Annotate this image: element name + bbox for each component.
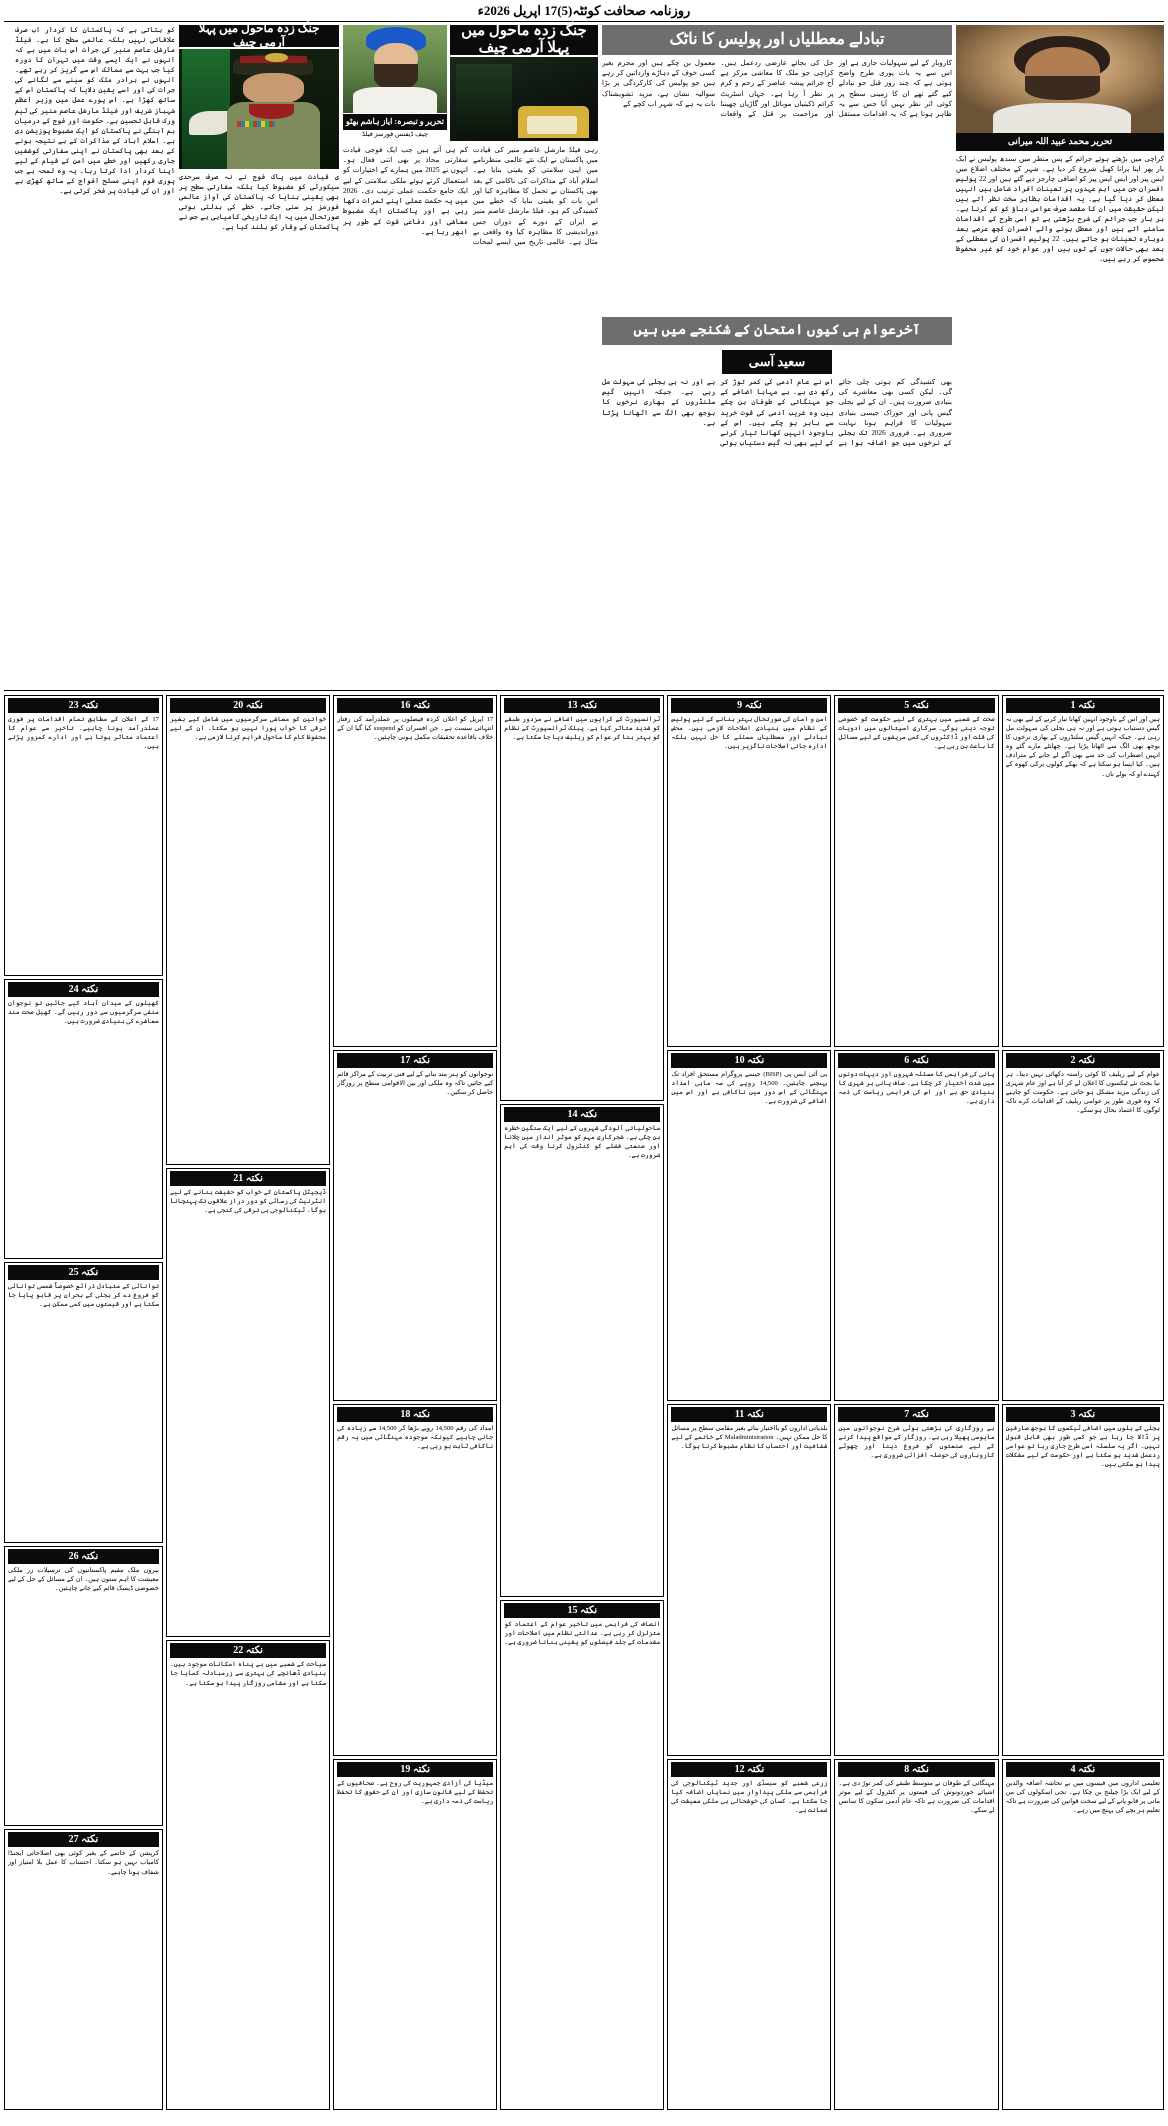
tip-box (166, 1168, 330, 1638)
tip-number: نکتہ 3 (1006, 1407, 1160, 1422)
tip-number: نکتہ 1 (1006, 698, 1160, 713)
tip-number: نکتہ 2 (1006, 1053, 1160, 1068)
tip-box (333, 1404, 497, 1756)
headline-army-chief: جنگ زدہ ماحول میں پہلا آرمی چیف (179, 25, 339, 47)
tip-number: نکتہ 17 (337, 1053, 493, 1068)
tip-text: 17 اپریل کو اعلان کردہ فیصلوں پر عملدرآمد کی رفتار انتہائی سست ہے۔ جن افسران کو suspend کیا گیا ان کے خلاف باقاعدہ تحقیقات مکمل ہونی چاہئیں۔ (337, 716, 494, 742)
masthead-title: روزنامہ صحافت کوئٹہ(5)17 اپریل 2026ء (477, 2, 691, 18)
body-exam: بھی کشیدگی کم ہوتی چلی جائے گی۔ لیکن کسی بھی معاشرے کی بنیادی ضرورت ہیں۔ ان کے لیے بجلی گیس پانی اور خوراک جیسی بنیادی سہولیات کا فراہم ہونا نہایت ضروری ہے۔ فروری 2026 تک بجلی کے نرخوں میں جو اضافہ ہوا ہے اس نے عام آدمی کی کمر توڑ کر رکھ دی ہے۔ بے مہابا اضافے کے جو مہنگائی کے طوفان بن چکے ہیں وہ غریب آدمی کی قوت خرید سے باہر ہو چکے ہیں۔ اس کے باوجود انہیں کھانا تیار کرنے کے لیے بھی نہ گیس دستیاب ہوتی ہے اور نہ ہی بجلی کی سہولت مل رہی ہے۔ جبکہ انہیں گیس سلنڈروں کے بھاری نرخوں کا بوجھ بھی الگ سے اٹھانا پڑتا ہے۔ (602, 378, 952, 448)
tip-box (166, 1640, 330, 2110)
portrait-photo-army-chief (179, 49, 339, 169)
tip-box (500, 1600, 664, 2110)
tip-box (333, 695, 497, 1047)
tip-number: نکتہ 19 (337, 1762, 493, 1777)
tip-text: بی آئی ایس پی (BISP) جیسے پروگرام مستحق افراد تک پہنچنے چاہئیں۔ 14,500 روپے کی سہ ماہی امداد مہنگائی کے اس دور میں ناکافی ہے اور اس میں اضافے کی ضرورت ہے۔ (671, 1070, 828, 1105)
body-obaidullah: کراچی میں بڑھتے ہوئے جرائم کے پس منظر میں سندھ پولیس نے ایک بار پھر اپنا پرانا کھیل شروع کر دیا ہے۔ شہر کے مختلف اضلاع میں ایس پیز اور ایس ایس پیز کو اضافی چارجز دیے گئے ہیں اور 22 پولیس افسران جن میں اہم عہدوں پر تعینات افراد شامل ہیں انہیں معطل کر دیا گیا ہے۔ یہ اقدامات بظاہر سخت نظر آتے ہیں لیکن حقیقت میں ان کا مقصد صرف عوامی دباؤ کو کم کرنا ہے۔ ہر بار جب جرائم کی شرح بڑھتی ہے تو اسی طرح کے اقدامات سامنے آتے ہیں اور معطل ہونے والے افسران کچھ عرصے بعد دوبارہ تعینات ہو جاتے ہیں۔ 22 پولیس افسران کی معطلی کے بعد بھی حالات جوں کے توں ہیں اور عوام خود کو غیر محفوظ محسوس کر رہے ہیں۔ (956, 154, 1164, 264)
tips-column-3 (667, 695, 831, 2110)
byline-saeed-aasi: سعید آسی (722, 350, 832, 374)
tip-box (500, 695, 664, 1101)
tip-text: کرپشن کے خاتمے کے بغیر کوئی بھی اصلاحاتی ایجنڈا کامیاب نہیں ہو سکتا۔ احتساب کا عمل بلا امتیاز اور شفاف ہونا چاہیے۔ (7, 1850, 159, 1876)
tip-number: نکتہ 9 (671, 698, 827, 713)
tip-text: بے روزگاری کی بڑھتی ہوئی شرح نوجوانوں میں مایوسی پھیلا رہی ہے۔ روزگار کے مواقع پیدا کرنے کے لیے صنعتوں کو فروغ دینا اور چھوٹے کاروباروں کی حوصلہ افزائی ضروری ہے۔ (838, 1425, 995, 1460)
tip-text: توانائی کے متبادل ذرائع خصوصاً شمسی توانائی کو فروغ دے کر بجلی کے بحران پر قابو پایا جا سکتا ہے اور قیمتوں میں کمی ممکن ہے۔ (7, 1283, 159, 1309)
tip-box (333, 1759, 497, 2111)
tip-number: نکتہ 6 (838, 1053, 994, 1068)
tip-number: نکتہ 22 (170, 1643, 326, 1658)
tip-number: نکتہ 25 (8, 1265, 159, 1280)
tip-box (834, 1404, 998, 1756)
tip-box (4, 979, 163, 1260)
tip-box (667, 1404, 831, 1756)
tip-text: سیاحت کے شعبے میں بے پناہ امکانات موجود ہیں۔ بنیادی ڈھانچے کی بہتری سے زرمبادلہ کمایا جا سکتا ہے اور مقامی روزگار پیدا ہو سکتا ہے۔ (169, 1661, 327, 1687)
tip-box (1002, 695, 1164, 1047)
article-army-chief-continued (15, 25, 175, 685)
tip-text: ہیں اور اس کے باوجود انہیں کھانا تیار کرنے کے لیے بھی نہ گیس دستیاب ہوتی ہے اور نہ ہی بجلی کی سہولت مل رہی ہے۔ جبکہ انہیں گیس سلنڈروں کے بھاری نرخوں کا بوجھ بھی الگ سے اٹھانا پڑتا ہے۔ چھانٹے مارے گئے وہ انہیں اضطراب کی حد سے بھی آگے لے جانے کے مترادف ہیں۔ کیا ایسا ہو سکتا ہے کہ بھکے کولوں برکی کھوہ کے کہندے او کہ بولے ناں۔ (1005, 716, 1160, 778)
article-transfers (602, 25, 952, 685)
tip-text: ڈیجیٹل پاکستان کے خواب کو حقیقت بنانے کے لیے انٹرنیٹ کی رسائی کو دور دراز علاقوں تک پہنچانا ہوگا۔ ٹیکنالوجی ہی ترقی کی کنجی ہے۔ (169, 1188, 327, 1214)
bottom-tips-section (4, 690, 1164, 2110)
tip-number: نکتہ 27 (8, 1832, 159, 1847)
tip-text: عوام کے لیے ریلیف کا کوئی راستہ دکھائی نہیں دیتا۔ ہر نیا بجٹ نئے ٹیکسوں کا اعلان لے کر آتا ہے اور عام شہری کی زندگی مزید مشکل ہو جاتی ہے۔ حکومت کو چاہیے کہ وہ فوری طور پر عوامی ریلیف کے اقدامات کرے تاکہ لوگوں کا اعتماد بحال ہو سکے۔ (1005, 1070, 1160, 1114)
tip-number: نکتہ 12 (671, 1762, 827, 1777)
tip-box (667, 1759, 831, 2111)
tip-text: صحت کے شعبے میں بہتری کے لیے حکومت کو خصوصی توجہ دینی ہوگی۔ سرکاری اسپتالوں میں ادویات کی قلت اور ڈاکٹروں کی کمی مریضوں کے لیے مسائل کا باعث بن رہی ہے۔ (838, 716, 995, 751)
tip-number: نکتہ 8 (838, 1762, 994, 1777)
tip-text: بلدیاتی اداروں کو بااختیار بنائے بغیر مقامی سطح پر مسائل کا حل ممکن نہیں۔ Maladministration کے خاتمے کے لیے شفافیت اور احتساب کا نظام مضبوط کرنا ہوگا۔ (671, 1425, 828, 1451)
tip-box (1002, 1759, 1164, 2111)
tip-number: نکتہ 23 (8, 698, 159, 713)
tip-number: نکتہ 4 (1006, 1762, 1160, 1777)
tip-number: نکتہ 18 (337, 1407, 493, 1422)
byline-ayaz: تحریر و تبصرہ: ایاز ہاشم بھٹو (343, 114, 447, 130)
headline-transfers: تبادلے معطلیاں اور پولیس کا ناٹک (602, 25, 952, 55)
top-section (4, 21, 1164, 685)
tip-box (1002, 1050, 1164, 1402)
tip-text: کھیلوں کے میدان آباد کیے جائیں تو نوجوان منفی سرگرمیوں سے دور رہیں گے۔ کھیل صحت مند معاشرے کی بنیادی ضرورت ہیں۔ (7, 999, 159, 1025)
tip-text: پانی کی فراہمی کا مسئلہ شہروں اور دیہات دونوں میں شدت اختیار کر چکا ہے۔ صاف پانی ہر شہری کا بنیادی حق ہے اور اس کی فراہمی ریاست کی ذمہ داری ہے۔ (838, 1070, 995, 1105)
tip-text: زرعی شعبے کو سبسڈی اور جدید ٹیکنالوجی کی فراہمی سے ملکی پیداوار میں نمایاں اضافہ کیا جا سکتا ہے۔ کسان کی خوشحالی ہی ملکی معیشت کی ضمانت ہے۔ (671, 1779, 828, 1814)
tip-number: نکتہ 21 (170, 1171, 326, 1186)
headline-war-environment: جنگ زدہ ماحول میں پہلا آرمی چیف (450, 25, 598, 55)
tip-number: نکتہ 15 (504, 1603, 660, 1618)
tip-number: نکتہ 16 (337, 698, 493, 713)
tip-box (4, 695, 163, 976)
tip-box (4, 1829, 163, 2110)
tip-text: 17 کے اعلان کے مطابق تمام اقدامات پر فوری عملدرآمد ہونا چاہیے۔ تاخیر سے عوام کا اعتماد متاثر ہوتا ہے اور ادارے کمزور پڑتے ہیں۔ (7, 716, 159, 751)
tip-number: نکتہ 5 (838, 698, 994, 713)
tip-text: مہنگائی کے طوفان نے متوسط طبقے کی کمر توڑ دی ہے۔ اشیائے خوردونوش کی قیمتوں پر کنٹرول کے لیے موثر اقدامات کی ضرورت ہے تاکہ عام آدمی سکون کا سانس لے سکے۔ (838, 1779, 995, 1814)
tip-number: نکتہ 11 (671, 1407, 827, 1422)
article-obaidullah (956, 25, 1164, 685)
photo-ceremony (450, 57, 598, 141)
tip-text: امن و امان کی صورتحال بہتر بنانے کے لیے پولیس کے نظام میں بنیادی اصلاحات لازمی ہیں۔ محض تبادلے اور معطلیاں مسئلے کا حل نہیں بلکہ ادارہ جاتی اصلاحات ناگزیر ہیں۔ (671, 716, 828, 751)
tip-number: نکتہ 14 (504, 1107, 660, 1122)
body-war-environment: رہی فیلڈ مارشل عاصم منیر کی قیادت میں پاکستان نے ایک نئے عالمی منظرنامے میں اپنی سلامتی کو یقینی بنایا ہے۔ اسلام آباد کے مذاکرات کی ناکامی کے بعد بھی پاکستان نے تحمل کا مظاہرہ کیا اور اس بات کو یقینی بنایا کہ خطے میں کشیدگی کم ہو۔ فیلڈ مارشل عاصم منیر نے ایران کے دورے کے دوران جس دوراندیشی کا مظاہرہ کیا وہ واقعی بے مثال ہے۔ عالمی تاریخ میں ایسے لمحات کم ہی آتے ہیں جب ایک فوجی قیادت سفارتی محاذ پر بھی اتنی فعال ہو۔ انہوں نے 2025 میں ہمارے کے اختیارات کو استعمال کرتے ہوئے ملکی سلامتی کے لیے ایک جامع حکمت عملی ترتیب دی۔ 2026 میں یہ حکمت عملی اپنے ثمرات دکھا رہی ہے اور پاکستان ایک مضبوط معاشی اور دفاعی قوت کے طور پر ابھر رہا ہے۔ (343, 146, 598, 246)
tip-text: ٹرانسپورٹ کے کرایوں میں اضافے نے مزدور طبقے کو شدید متاثر کیا ہے۔ پبلک ٹرانسپورٹ کے نظام کو بہتر بنا کر عوام کو ریلیف دیا جا سکتا ہے۔ (504, 716, 661, 742)
tip-text: بجلی کے بلوں میں اضافی ٹیکسوں کا بوجھ صارفین پر ڈالا جا رہا ہے جو کسی طور بھی قابل قبول نہیں۔ اگر یہ سلسلہ اسی طرح جاری رہا تو عوامی ردعمل شدید ہو سکتا ہے اور حکومت کے لیے مشکلات پیدا ہو سکتی ہیں۔ (1005, 1425, 1160, 1469)
tip-text: خواتین کو معاشی سرگرمیوں میں شامل کیے بغیر ترقی کا خواب پورا نہیں ہو سکتا۔ ان کے لیے محفوظ کام کا ماحول فراہم کرنا لازمی ہے۔ (169, 716, 327, 742)
tips-column-5 (333, 695, 497, 2110)
tip-box (834, 1050, 998, 1402)
body-army-chief-continued: کو بتاتی ہے کہ پاکستان کا کردار اب صرف علاقائی نہیں بلکہ عالمی سطح کا ہے۔ فیلڈ مارشل عاصم منیر کی جرات اس بات میں ہے کہ انہوں نے ایک ایسے وقت میں تہران کا دورہ کیا جب بہت سے ممالک اس سے گریز کر رہے تھے۔ انہوں نے برادر ملک کو سینے سے لگانے کی جرات کی اور اسے یقین دلایا کہ پاکستان اس کے ساتھ کھڑا ہے۔ اس پورے عمل میں وزیر اعظم شہباز شریف اور فیلڈ مارشل عاصم منیر کی ٹیم ورک قابل تحسین ہے۔ حکومت اور فوج کے درمیان ہم آہنگی نے پاکستان کو ایک مضبوط پوزیشن دی ہے۔ اسلام آباد کے مذاکرات کے بے نتیجہ ہونے کے بعد بھی پاکستان نے اپنی سفارتی کوششیں جاری رکھیں اور خطے میں امن کے قیام کے لیے اپنا کردار ادا کرتا رہا۔ یہ وہ لمحہ ہے جب پوری قوم اپنی مسلح افواج کے ساتھ کھڑی ہے اور ان کی قیادت پر فخر کرتی ہے۔ (15, 26, 175, 195)
tips-column-6 (166, 695, 330, 2110)
tip-text: بیرون ملک مقیم پاکستانیوں کی ترسیلات زر ملکی معیشت کا اہم ستون ہیں۔ ان کے مسائل کے حل کے لیے خصوصی ڈیسک قائم کیے جانے چاہئیں۔ (7, 1566, 159, 1592)
tip-box (4, 1262, 163, 1543)
tips-column-1 (1002, 695, 1164, 2110)
tip-box (834, 1759, 998, 2111)
tip-number: نکتہ 20 (170, 698, 326, 713)
body-transfers: کاروبار کے لیے سہولیات جاری ہے اور اس سے یہ بات پوری طرح واضح ہوتی ہے کہ چند روز قبل جو تبادلے کیے گئے تھے ان کا زمینی سطح پر کوئی اثر نظر نہیں آیا جس سے یہ ظاہر ہوتا ہے کہ یہ اقدامات مستقل حل کی بجائے عارضی ردعمل ہیں۔ کراچی جو ملک کا معاشی مرکز ہے آج جرائم پیشہ عناصر کے رحم و کرم پر نظر آ رہا ہے۔ جہاں اسٹریٹ کرائم ڈکیتیاں موبائل اور گاڑیاں چھیننا اور مزاحمت پر قتل کے واقعات معمول بن چکے ہیں اور مجرم بغیر کسی خوف کے دہاڑے وارداتیں کر رہے ہیں جو پولیس کی کارکردگی پر بڑا سوالیہ نشان ہے، مزید تشویشناک بات یہ ہے کہ شہر اب کچے کے (602, 59, 952, 119)
tip-box (667, 695, 831, 1047)
tip-box (166, 695, 330, 1165)
tips-column-2 (834, 695, 998, 2110)
body-army-chief: ی قیادت میں پاک فوج نے نہ صرف سرحدی سیکورٹی کو مضبوط کیا بلکہ سفارتی سطح پر بھی یقینی بنایا کہ پاکستان کی آواز عالمی فورمز پر سنی جائے۔ خطے کی بدلتی ہوئی صورتحال میں یہ ایک تاریخی کامیابی ہے جس نے پاکستان کے وقار کو بلند کیا ہے۔ (179, 173, 339, 232)
tip-text: ماحولیاتی آلودگی شہروں کے لیے ایک سنگین خطرہ بن چکی ہے۔ شجرکاری مہم کو موثر انداز میں چلانا اور صنعتی فضلے کو کنٹرول کرنا وقت کی اہم ضرورت ہے۔ (504, 1125, 661, 1160)
byline-obaidullah: تحریر محمد عبید اللہ میرانی (956, 133, 1164, 151)
tip-number: نکتہ 7 (838, 1407, 994, 1422)
tip-number: نکتہ 10 (671, 1053, 827, 1068)
tip-text: تعلیمی اداروں میں فیسوں میں بے تحاشہ اضافہ والدین کے لیے ایک بڑا چیلنج بن چکا ہے۔ نجی اسکولوں کی من مانی پر قابو پانے کے لیے سخت قوانین کی ضرورت ہے تاکہ تعلیم ہر بچے کی پہنچ میں رہے۔ (1005, 1779, 1160, 1814)
article-army-chief (179, 21, 339, 685)
tip-number: نکتہ 24 (8, 982, 159, 997)
tip-box (1002, 1404, 1164, 1756)
tip-text: میڈیا کی آزادی جمہوریت کی روح ہے۔ صحافیوں کے تحفظ کے لیے قانون سازی اور ان کے حقوق کا تحفظ ریاست کی ذمہ داری ہے۔ (337, 1779, 494, 1805)
tip-text: امداد کی رقم 14,500 روپے بڑھا کر 14,500 سے زیادہ کی جانی چاہیے کیونکہ موجودہ مہنگائی میں یہ رقم ناکافی ثابت ہو رہی ہے۔ (337, 1425, 494, 1451)
tips-column-7 (4, 695, 163, 2110)
tip-box (4, 1546, 163, 1827)
portrait-photo-obaidullah (956, 25, 1164, 133)
tip-box (333, 1050, 497, 1402)
tip-text: نوجوانوں کو ہنر مند بنانے کے لیے فنی تربیت کے مراکز قائم کیے جائیں تاکہ وہ ملکی اور بین الاقوامی سطح پر روزگار حاصل کر سکیں۔ (337, 1070, 494, 1096)
tip-number: نکتہ 26 (8, 1549, 159, 1564)
tip-box (667, 1050, 831, 1402)
tips-column-4 (500, 695, 664, 2110)
headline-exam: آخرعوام ہی کیوں امتحان کے شکنجے میں ہیں (602, 317, 952, 345)
subbyline-ayaz: چیف ڈیفنس فورسز فیلڈ (361, 131, 429, 139)
tip-number: نکتہ 13 (504, 698, 660, 713)
tip-box (500, 1104, 664, 1597)
tip-text: انصاف کی فراہمی میں تاخیر عوام کے اعتماد کو متزلزل کر رہی ہے۔ عدالتی نظام میں اصلاحات اور مقدمات کے جلد فیصلوں کو یقینی بنانا ضروری ہے۔ (504, 1620, 661, 1647)
article-war-environment (343, 22, 598, 685)
masthead (4, 0, 1164, 22)
portrait-photo-ayaz (343, 25, 447, 113)
tip-box (834, 695, 998, 1047)
